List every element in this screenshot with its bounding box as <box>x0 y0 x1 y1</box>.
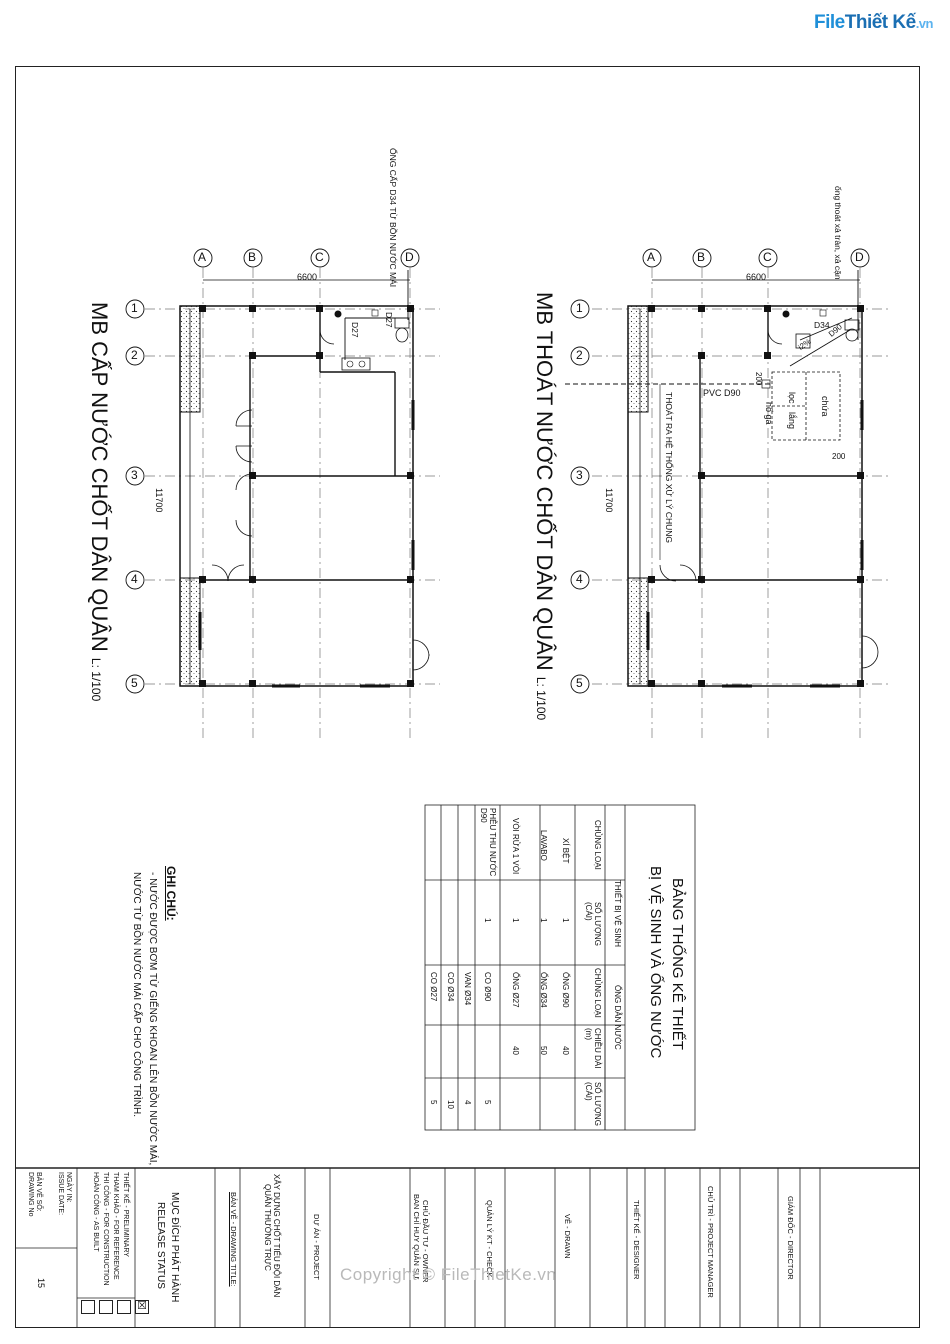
tb-owner-name: BAN CHỈ HUY QUÂN SỰ <box>412 1194 421 1280</box>
copyright-watermark: Copyright © FileThietKe.vn <box>340 1265 557 1284</box>
tb-status-checkbox-preliminary[interactable]: ☒ <box>135 1300 149 1314</box>
tb-project-name-line2: QUÂN THƯỜNG TRỰC <box>263 1184 272 1271</box>
tb-status-vi: MỤC ĐÍCH PHÁT HÀNH <box>169 1192 180 1303</box>
grid-label-row: 1 <box>131 301 138 315</box>
tb-check-label: QUẢN LÝ KT - CHECK <box>485 1200 494 1278</box>
tb-drawing-no-label: BẢN VẼ SỐ: <box>35 1172 42 1212</box>
table-header-length: CHIỀU DÀI (m) <box>584 1028 602 1069</box>
table-cell-qty: 1 <box>511 918 520 923</box>
tb-drawing-no: 15 <box>36 1278 46 1289</box>
table-cell-pipe-qty: 5 <box>429 1100 438 1105</box>
tb-drawn-label: VẼ - DRAWN <box>563 1214 572 1259</box>
logo-part-vn: .vn <box>915 16 933 31</box>
grid-label-row: 2 <box>131 348 138 362</box>
drain-label-loc: lọc <box>787 392 797 404</box>
drain-label-200: 200 <box>754 372 763 386</box>
table-cell-length: 40 <box>561 1046 570 1055</box>
supply-pipe-note: ỐNG CẤP D34 TỪ BỒN NƯỚC MÁI <box>388 148 398 288</box>
table-cell-pipe-type: CO Ø27 <box>429 972 438 1002</box>
drain-scale: L: 1/100 <box>534 676 548 721</box>
table-cell-pipe-type: CO Ø90 <box>483 972 492 1002</box>
tb-project-name-line1: XÂY DỰNG CHỐT TIỂU ĐỘI DÂN <box>272 1174 281 1298</box>
tb-project-label: DỰ ÁN - PROJECT <box>312 1214 321 1280</box>
notes-line2: NƯỚC TỪ BỒN NƯỚC MÁI CẤP CHO CÔNG TRÌNH. <box>131 872 142 1118</box>
table-cell-type: PHỄU THU NƯỚC D90 <box>479 808 497 877</box>
table-cell-qty: 1 <box>483 918 492 923</box>
grid-label-col: A <box>647 250 656 264</box>
drain-label-slope: i2% <box>796 336 813 353</box>
grid-label-col: C <box>315 250 324 264</box>
drain-plan-title <box>531 292 557 720</box>
table-cell-pipe-qty: 10 <box>446 1100 455 1109</box>
tb-issue-date-label: NGÀY IN: <box>65 1172 72 1203</box>
tb-pm-label: CHỦ TRÌ - PROJECT MANAGER <box>706 1186 715 1298</box>
grid-label-col: D <box>405 250 414 264</box>
drain-dim-x: 6600 <box>746 272 767 282</box>
grid-label-col: A <box>198 250 207 264</box>
supply-scale: L: 1/100 <box>89 657 103 702</box>
table-cell-pipe-type: VAN Ø34 <box>463 972 472 1006</box>
supply-title-text: MB CẤP NƯỚC CHỐT DÂN QUÂN <box>87 302 112 652</box>
table-cell-pipe-type: ỐNG Ø90 <box>561 972 570 1008</box>
table-cell-length: 40 <box>511 1046 520 1055</box>
table-title-line1: BẢNG THỐNG KÊ THIẾT <box>669 878 686 1050</box>
table-cell-pipe-type: CO Ø34 <box>446 972 455 1002</box>
tb-status-item: THAM KHẢO - FOR REFERENCE <box>112 1172 119 1280</box>
supply-dim-x: 6600 <box>297 272 318 282</box>
supply-plan-title <box>86 302 112 701</box>
tb-issue-date-en: ISSUE DATE: <box>57 1172 64 1216</box>
grid-label-col: D <box>855 250 864 264</box>
supply-dim-y: 11700 <box>154 488 164 513</box>
grid-label-col: B <box>697 250 706 264</box>
table-group-pipes: ỐNG DẪN NƯỚC <box>613 985 622 1050</box>
tb-status-checkbox-reference[interactable] <box>117 1300 131 1314</box>
drain-label-200: 200 <box>832 452 846 461</box>
grid-label-row: 4 <box>131 572 138 586</box>
table-cell-qty: 1 <box>539 918 548 923</box>
tb-status-item: THI CÔNG - FOR CONSTRUCTION <box>102 1172 109 1286</box>
tb-designer-label: THIẾT KẾ - DESIGNER <box>632 1200 641 1280</box>
grid-label-row: 2 <box>576 348 583 362</box>
table-cell-type: LAVABO <box>539 830 548 861</box>
title-block-grid <box>15 1168 920 1328</box>
tb-owner-label: CHỦ ĐẦU TƯ - OWNER <box>421 1200 430 1283</box>
drain-title-text: MB THOÁT NƯỚC CHỐT DÂN QUÂN <box>532 292 557 671</box>
drain-label-d34: D34 <box>814 320 830 330</box>
table-cell-type: VÒI RỬA 1 VÒI <box>511 818 520 875</box>
grid-label-row: 3 <box>131 468 138 482</box>
tb-status-checkbox-as-built[interactable] <box>81 1300 95 1314</box>
table-cell-pipe-qty: 4 <box>463 1100 472 1105</box>
drain-label-hoga: hố ga <box>764 402 774 425</box>
tb-director-label: GIÁM ĐỐC - DIRECTOR <box>786 1196 795 1280</box>
drain-label-d90: D90 <box>826 322 844 339</box>
logo-part-thietke: Thiết Kế <box>844 12 916 33</box>
tb-drawing-no-en: DRAWING No <box>27 1172 34 1217</box>
table-cell-type: XÍ BỆT <box>561 838 570 864</box>
grid-label-row: 5 <box>131 676 138 690</box>
notes-heading: GHI CHÚ: <box>164 866 178 921</box>
drain-label-pvc: PVC D90 <box>703 388 741 398</box>
grid-label-row: 1 <box>576 301 583 315</box>
table-cell-length: 50 <box>539 1046 548 1055</box>
tb-status-checkbox-construction[interactable] <box>99 1300 113 1314</box>
drain-outlet-note: THOÁT RA HỆ THỐNG XỬ LÝ CHUNG <box>664 392 674 543</box>
table-header-qty: SỐ LƯỢNG (CÁI) <box>584 902 602 946</box>
table-cell-qty: 1 <box>561 918 570 923</box>
table-cell-pipe-type: ỐNG Ø27 <box>511 972 520 1008</box>
table-cell-pipe-qty: 5 <box>483 1100 492 1105</box>
tb-status-en: RELEASE STATUS <box>155 1202 166 1289</box>
logo-part-file: File <box>814 12 845 33</box>
tb-drawing-title-label: BẢN VẼ - DRAWING TITLE: <box>229 1192 238 1287</box>
tb-status-item: THIẾT KẾ - PRELIMINARY <box>122 1172 129 1257</box>
grid-label-row: 5 <box>576 676 583 690</box>
notes-line1: - NƯỚC ĐƯỢC BƠM TỪ GIẾNG KHOAN LÊN BỒN NƯỚC MÁI, <box>147 872 158 1166</box>
table-header-pipe-qty: SỐ LƯỢNG (CÁI) <box>584 1082 602 1126</box>
grid-label-col: C <box>763 250 772 264</box>
drain-label-chua: chứa <box>820 396 830 417</box>
supply-label-d27: D27 <box>350 322 360 338</box>
drain-pipe-note: ống thoát xả tràn, xả cặn <box>833 186 843 280</box>
grid-label-col: B <box>248 250 257 264</box>
grid-label-row: 4 <box>576 572 583 586</box>
table-cell-pipe-type: ỐNG Ø34 <box>539 972 548 1008</box>
grid-label-row: 3 <box>576 468 583 482</box>
table-title-line2: BỊ VỆ SINH VÀ ỐNG NƯỚC <box>647 866 664 1059</box>
supply-label-d27: D27 <box>384 312 394 328</box>
drain-label-long: lắng <box>787 412 797 430</box>
tb-status-item: HOÀN CÔNG - AS BUILT <box>92 1172 99 1252</box>
table-header-pipe-type: CHỦNG LOẠI <box>593 968 602 1018</box>
table-header-type: CHỦNG LOẠI <box>593 820 602 870</box>
drain-dim-y: 11700 <box>604 488 614 513</box>
table-group-fixtures: THIẾT BỊ VỆ SINH <box>613 880 622 947</box>
